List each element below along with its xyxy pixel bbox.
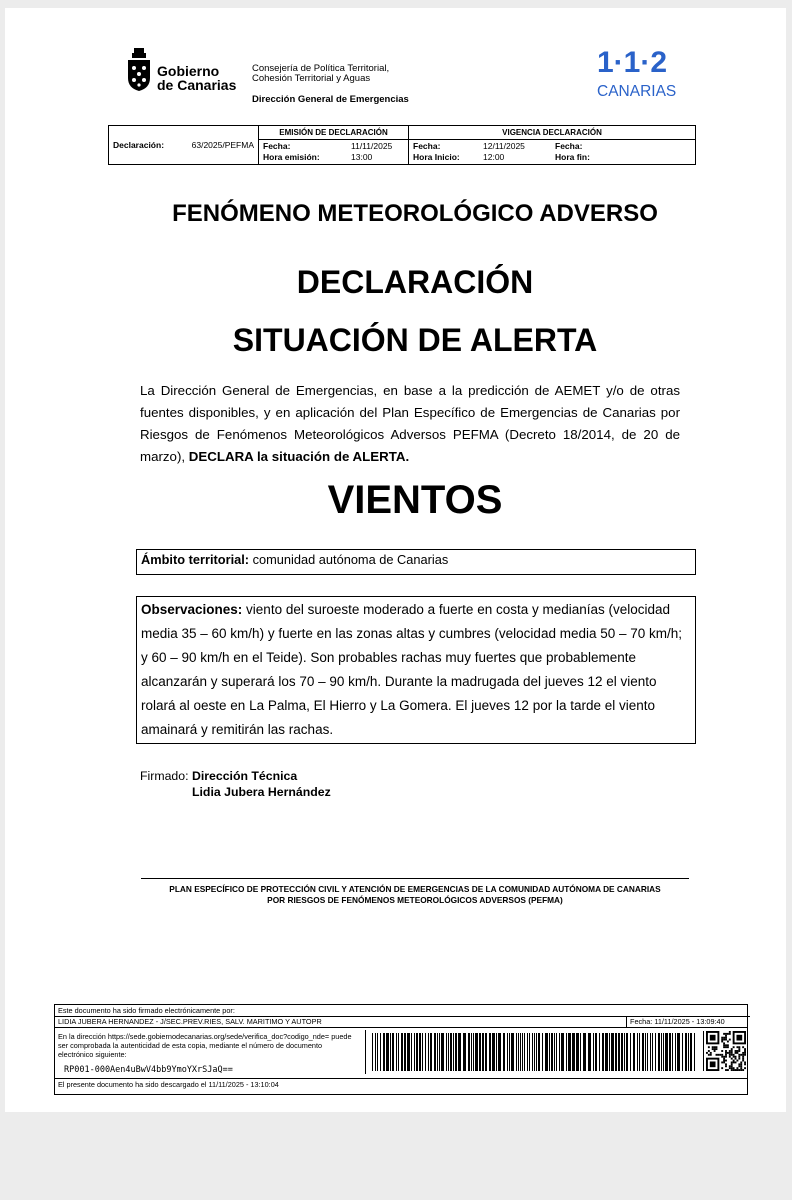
declaration-table xyxy=(108,125,696,165)
vigencia-fecha-label: Fecha: xyxy=(413,141,441,151)
direccion-general: Dirección General de Emergencias xyxy=(252,94,409,105)
emision-cell xyxy=(259,140,409,165)
firma-line1: Dirección Técnica xyxy=(191,769,298,783)
coat-of-arms-icon xyxy=(125,48,153,92)
divider xyxy=(141,878,689,879)
declaracion-cell xyxy=(109,126,259,165)
plan-line2: POR RIESGOS DE FENÓMENOS METEOROLÓGICOS ADVERSOS (PEFMA) xyxy=(267,895,563,905)
plan-line1: PLAN ESPECÍFICO DE PROTECCIÓN CIVIL Y ATENCIÓN DE EMERGENCIAS DE LA COMUNIDAD AUTÓNOMA DE CANARIAS xyxy=(169,884,661,894)
intro-bold: DECLARA la situación de ALERTA. xyxy=(188,449,410,464)
observaciones-label: Observaciones: xyxy=(141,602,243,617)
emision-header: EMISIÓN DE DECLARACIÓN xyxy=(259,126,409,140)
hora-emision-value: 13:00 xyxy=(351,152,373,162)
phenomenon-title: VIENTOS xyxy=(327,478,503,522)
vigencia-cell xyxy=(409,140,696,165)
document-code: RP001-000Aen4uBwV4bb9YmoYXrSJaQ== xyxy=(64,1065,233,1075)
signed-notice: Este documento ha sido firmado electrónicamente por: xyxy=(55,1005,750,1017)
hora-inicio-label: Hora Inicio: xyxy=(413,152,460,162)
vigencia-fecha-value: 12/11/2025 xyxy=(483,141,525,151)
hora-inicio-value: 12:00 xyxy=(483,152,505,162)
org-name-line2: de Canarias xyxy=(157,77,237,93)
ambito-value: comunidad autónoma de Canarias xyxy=(249,552,449,567)
plan-footer xyxy=(141,884,689,906)
emision-fecha-value: 11/11/2025 xyxy=(351,141,393,151)
logo-112: 1·1·2 xyxy=(597,46,668,79)
firma-label: Firmado: xyxy=(140,769,192,783)
consejeria-line1: Consejería de Política Territorial, xyxy=(252,63,390,74)
signer-row xyxy=(55,1017,747,1028)
ambito-label: Ámbito territorial: xyxy=(141,552,250,567)
signature-date: Fecha: 11/11/2025 - 13:09:40 xyxy=(626,1017,725,1027)
fecha-fin-label: Fecha: xyxy=(555,141,583,151)
signer-name: LIDIA JUBERA HERNANDEZ - J/SEC.PREV.RIES, SALV. MARITIMO Y AUTOPR xyxy=(58,1017,322,1026)
intro-paragraph xyxy=(140,380,680,468)
verification-row xyxy=(55,1028,747,1079)
declaracion-title: DECLARACIÓN xyxy=(296,264,534,300)
vigencia-header: VIGENCIA DECLARACIÓN xyxy=(409,126,696,140)
qr-code-icon[interactable] xyxy=(703,1031,746,1071)
document-page xyxy=(5,8,786,1112)
org-name-line1: Gobierno xyxy=(157,63,220,79)
firma-block xyxy=(140,768,297,784)
situacion-title: SITUACIÓN DE ALERTA xyxy=(232,322,598,358)
observaciones-box xyxy=(136,596,696,744)
declaracion-value: 63/2025/PEFMA xyxy=(191,139,254,150)
downloaded-notice: El presente documento ha sido descargado el 11/11/2025 - 13:10:04 xyxy=(58,1080,279,1089)
firma-line2: Lidia Jubera Hernández xyxy=(192,785,331,799)
signature-box xyxy=(54,1004,748,1095)
verify-text: En la dirección https://sede.gobiernodecanarias.org/sede/verifica_doc?codigo_nde= puede ser comprobada la autenticidad de esta copia, mediante el número de documento electrónico siguiente: xyxy=(58,1032,352,1059)
logo-canarias: CANARIAS xyxy=(597,83,677,100)
declaracion-label: Declaración: xyxy=(113,139,165,150)
consejeria xyxy=(252,64,389,84)
hora-emision-label: Hora emisión: xyxy=(263,152,320,162)
hora-fin-label: Hora fin: xyxy=(555,152,590,162)
observaciones-value: viento del suroeste moderado a fuerte en costa y medianías (velocidad media 35 – 60 km/h) y fuerte en las zonas altas y cumbres (velocidad media 50 – 70 km/h; y 60 – 90 km/h en el Teide). Son probables rachas muy fuertes que probablemente alcanzarán y superará los 70 – 90 km/h. Durante la madrugada del jueves 12 el viento rolará al oeste en La Palma, El Hierro y La Gomera. El jueves 12 por la tarde el viento amainará y remitirán las rachas. xyxy=(141,602,683,737)
main-title: FENÓMENO METEOROLÓGICO ADVERSO xyxy=(172,200,658,227)
consejeria-line2: Cohesión Territorial y Aguas xyxy=(252,73,371,84)
barcode-icon xyxy=(365,1030,701,1074)
ambito-box xyxy=(136,549,696,575)
intro-text: La Dirección General de Emergencias, en base a la predicción de AEMET y/o de otras fuentes disponibles, y en aplicación del Plan Específico de Emergencias de Canarias por Riesgos de Fenómenos Meteorológicos Adversos PEFMA (Decreto 18/2014, de 20 de marzo), xyxy=(140,383,680,464)
emision-fecha-label: Fecha: xyxy=(263,141,291,151)
